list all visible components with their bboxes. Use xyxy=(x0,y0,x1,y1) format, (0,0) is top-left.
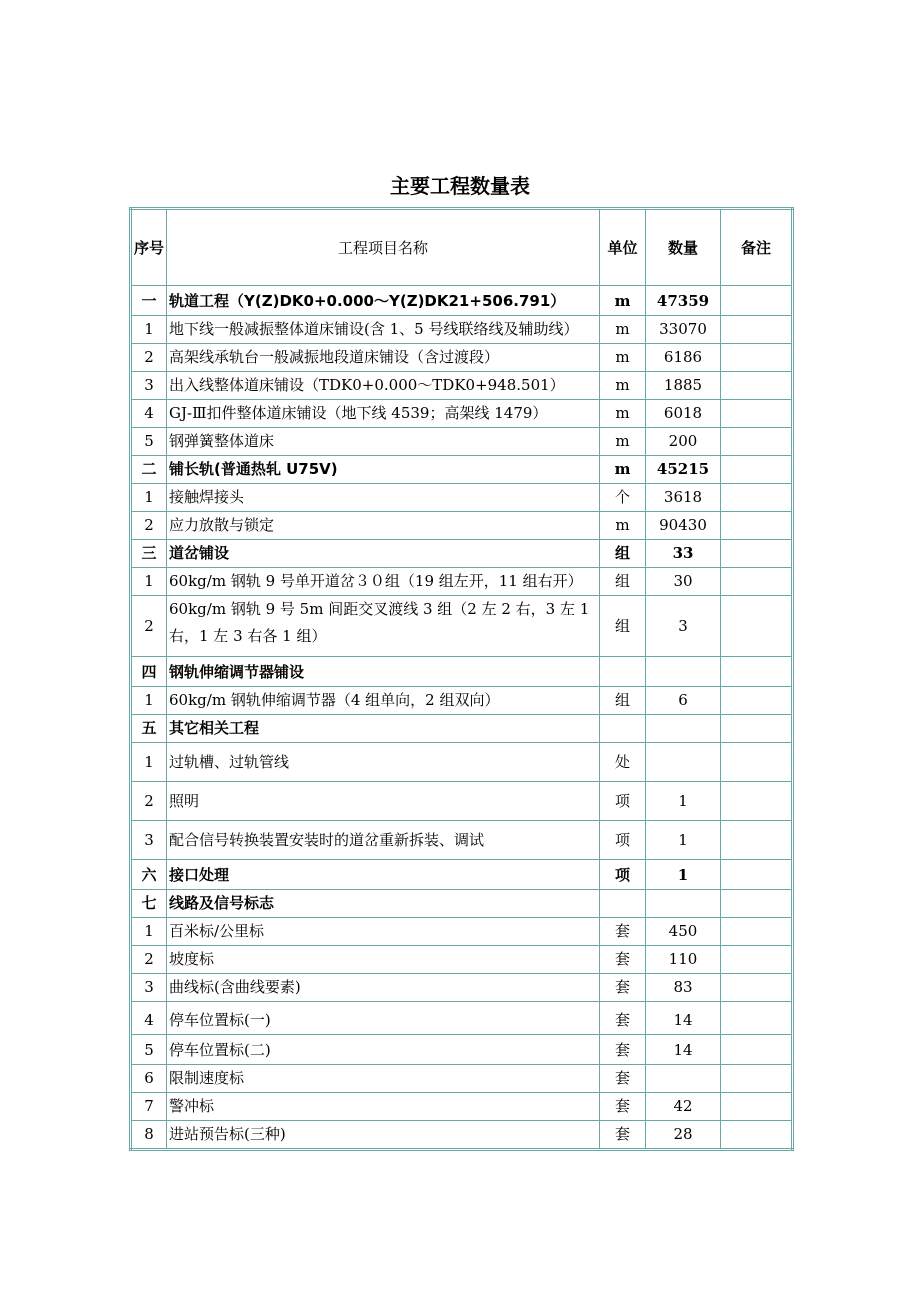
quantity-table-container xyxy=(129,207,791,1151)
row-note xyxy=(721,512,793,540)
row-seq: 五 xyxy=(131,715,167,743)
group-row xyxy=(131,540,793,568)
row-note xyxy=(721,657,793,687)
row-name: 其它相关工程 xyxy=(167,715,600,743)
row-name: 轨道工程（Y(Z)DK0+0.000～Y(Z)DK21+506.791） xyxy=(167,286,600,316)
row-unit: 套 xyxy=(600,918,646,946)
row-unit: 组 xyxy=(600,540,646,568)
row-name: 进站预告标(三种) xyxy=(167,1121,600,1150)
row-qty xyxy=(646,890,721,918)
row-name: 停车位置标(一) xyxy=(167,1002,600,1035)
row-note xyxy=(721,890,793,918)
header-unit: 单位 xyxy=(600,209,646,286)
row-seq: 3 xyxy=(131,821,167,860)
row-unit: 组 xyxy=(600,687,646,715)
row-qty: 90430 xyxy=(646,512,721,540)
group-row xyxy=(131,715,793,743)
row-unit: 套 xyxy=(600,1065,646,1093)
table-row xyxy=(131,484,793,512)
table-row xyxy=(131,400,793,428)
row-name: 地下线一般减振整体道床铺设(含 1、5 号线联络线及辅助线） xyxy=(167,316,600,344)
header-qty: 数量 xyxy=(646,209,721,286)
row-unit: 组 xyxy=(600,596,646,657)
row-seq: 8 xyxy=(131,1121,167,1150)
table-row xyxy=(131,821,793,860)
table-body xyxy=(131,286,793,1150)
table-row xyxy=(131,974,793,1002)
row-seq: 4 xyxy=(131,1002,167,1035)
row-name: 百米标/公里标 xyxy=(167,918,600,946)
row-unit: 套 xyxy=(600,1035,646,1065)
row-note xyxy=(721,782,793,821)
row-qty xyxy=(646,1065,721,1093)
row-name: 出入线整体道床铺设（TDK0+0.000～TDK0+948.501） xyxy=(167,372,600,400)
row-unit: 套 xyxy=(600,1121,646,1150)
row-seq: 1 xyxy=(131,484,167,512)
row-name: 线路及信号标志 xyxy=(167,890,600,918)
row-note xyxy=(721,372,793,400)
table-row xyxy=(131,743,793,782)
row-note xyxy=(721,743,793,782)
row-name: 停车位置标(二) xyxy=(167,1035,600,1065)
row-seq: 4 xyxy=(131,400,167,428)
row-qty: 1 xyxy=(646,860,721,890)
table-row xyxy=(131,1065,793,1093)
row-seq: 7 xyxy=(131,1093,167,1121)
table-row xyxy=(131,782,793,821)
row-seq: 2 xyxy=(131,512,167,540)
row-unit: 组 xyxy=(600,568,646,596)
row-name: 60kg/m 钢轨 9 号 5m 间距交叉渡线 3 组（2 左 2 右，3 左 1 右，1 左 3 右各 1 组） xyxy=(167,596,600,657)
table-row xyxy=(131,918,793,946)
row-note xyxy=(721,821,793,860)
row-qty: 1 xyxy=(646,782,721,821)
row-unit: 项 xyxy=(600,860,646,890)
row-seq: 一 xyxy=(131,286,167,316)
row-note xyxy=(721,540,793,568)
row-name: 坡度标 xyxy=(167,946,600,974)
table-row xyxy=(131,344,793,372)
quantity-table xyxy=(129,207,794,1151)
row-seq: 2 xyxy=(131,946,167,974)
document-title: 主要工程数量表 xyxy=(390,174,530,198)
row-seq: 四 xyxy=(131,657,167,687)
row-note xyxy=(721,687,793,715)
row-seq: 2 xyxy=(131,344,167,372)
row-note xyxy=(721,286,793,316)
row-qty: 6 xyxy=(646,687,721,715)
row-unit: 套 xyxy=(600,1002,646,1035)
row-unit: m xyxy=(600,512,646,540)
row-seq: 3 xyxy=(131,372,167,400)
row-name: 60kg/m 钢轨 9 号单开道岔３０组（19 组左开，11 组右开） xyxy=(167,568,600,596)
row-name: 照明 xyxy=(167,782,600,821)
row-unit: 套 xyxy=(600,974,646,1002)
table-row xyxy=(131,428,793,456)
row-seq: 5 xyxy=(131,1035,167,1065)
table-row xyxy=(131,687,793,715)
table-row xyxy=(131,1093,793,1121)
row-unit xyxy=(600,890,646,918)
row-name: 配合信号转换装置安装时的道岔重新拆装、调试 xyxy=(167,821,600,860)
header-seq: 序号 xyxy=(131,209,167,286)
row-unit: 项 xyxy=(600,782,646,821)
row-note xyxy=(721,918,793,946)
row-name: 曲线标(含曲线要素) xyxy=(167,974,600,1002)
row-name: 钢弹簧整体道床 xyxy=(167,428,600,456)
row-qty: 83 xyxy=(646,974,721,1002)
row-note xyxy=(721,456,793,484)
row-note xyxy=(721,860,793,890)
row-seq: 二 xyxy=(131,456,167,484)
row-unit: m xyxy=(600,372,646,400)
row-qty: 14 xyxy=(646,1035,721,1065)
row-qty: 450 xyxy=(646,918,721,946)
row-unit: 个 xyxy=(600,484,646,512)
row-qty xyxy=(646,743,721,782)
row-unit: m xyxy=(600,316,646,344)
row-seq: 1 xyxy=(131,568,167,596)
row-unit: m xyxy=(600,344,646,372)
row-name: GJ-Ⅲ扣件整体道床铺设（地下线 4539；高架线 1479） xyxy=(167,400,600,428)
table-row xyxy=(131,1035,793,1065)
row-note xyxy=(721,1065,793,1093)
table-row xyxy=(131,946,793,974)
row-unit: 套 xyxy=(600,1093,646,1121)
row-note xyxy=(721,1002,793,1035)
row-seq: 1 xyxy=(131,316,167,344)
row-name: 铺长轨(普通热轧 U75V) xyxy=(167,456,600,484)
row-note xyxy=(721,568,793,596)
row-name: 道岔铺设 xyxy=(167,540,600,568)
header-name: 工程项目名称 xyxy=(167,209,600,286)
row-seq: 1 xyxy=(131,687,167,715)
header-row xyxy=(131,209,793,286)
group-row xyxy=(131,286,793,316)
row-qty: 6018 xyxy=(646,400,721,428)
table-row xyxy=(131,1121,793,1150)
row-qty: 33070 xyxy=(646,316,721,344)
row-name: 60kg/m 钢轨伸缩调节器（4 组单向，2 组双向） xyxy=(167,687,600,715)
row-unit xyxy=(600,715,646,743)
row-seq: 七 xyxy=(131,890,167,918)
row-note xyxy=(721,974,793,1002)
row-name: 限制速度标 xyxy=(167,1065,600,1093)
row-note xyxy=(721,400,793,428)
row-note xyxy=(721,596,793,657)
table-row xyxy=(131,568,793,596)
row-unit xyxy=(600,657,646,687)
row-note xyxy=(721,316,793,344)
row-qty: 1 xyxy=(646,821,721,860)
row-name: 接口处理 xyxy=(167,860,600,890)
row-unit: m xyxy=(600,456,646,484)
table-row xyxy=(131,512,793,540)
row-qty: 42 xyxy=(646,1093,721,1121)
row-qty: 200 xyxy=(646,428,721,456)
row-note xyxy=(721,428,793,456)
row-seq: 5 xyxy=(131,428,167,456)
row-name: 警冲标 xyxy=(167,1093,600,1121)
row-seq: 3 xyxy=(131,974,167,1002)
row-qty xyxy=(646,715,721,743)
row-qty: 33 xyxy=(646,540,721,568)
row-unit: 套 xyxy=(600,946,646,974)
row-note xyxy=(721,484,793,512)
group-row xyxy=(131,890,793,918)
row-qty: 6186 xyxy=(646,344,721,372)
row-qty: 3 xyxy=(646,596,721,657)
row-unit: 项 xyxy=(600,821,646,860)
header-note: 备注 xyxy=(721,209,793,286)
row-note xyxy=(721,946,793,974)
row-note xyxy=(721,1035,793,1065)
table-row xyxy=(131,316,793,344)
row-unit: 处 xyxy=(600,743,646,782)
row-qty: 47359 xyxy=(646,286,721,316)
row-name: 过轨槽、过轨管线 xyxy=(167,743,600,782)
row-seq: 1 xyxy=(131,918,167,946)
table-row xyxy=(131,1002,793,1035)
row-qty: 1885 xyxy=(646,372,721,400)
group-row xyxy=(131,456,793,484)
row-note xyxy=(721,344,793,372)
row-seq: 三 xyxy=(131,540,167,568)
row-seq: 2 xyxy=(131,596,167,657)
row-note xyxy=(721,1121,793,1150)
group-row xyxy=(131,657,793,687)
row-seq: 6 xyxy=(131,1065,167,1093)
row-qty xyxy=(646,657,721,687)
row-seq: 2 xyxy=(131,782,167,821)
row-name: 钢轨伸缩调节器铺设 xyxy=(167,657,600,687)
group-row xyxy=(131,860,793,890)
row-unit: m xyxy=(600,428,646,456)
row-qty: 110 xyxy=(646,946,721,974)
row-seq: 1 xyxy=(131,743,167,782)
row-qty: 30 xyxy=(646,568,721,596)
row-note xyxy=(721,715,793,743)
row-name: 高架线承轨台一般减振地段道床铺设（含过渡段） xyxy=(167,344,600,372)
row-qty: 14 xyxy=(646,1002,721,1035)
row-unit: m xyxy=(600,400,646,428)
row-name: 接触焊接头 xyxy=(167,484,600,512)
row-note xyxy=(721,1093,793,1121)
row-qty: 28 xyxy=(646,1121,721,1150)
row-qty: 45215 xyxy=(646,456,721,484)
row-unit: m xyxy=(600,286,646,316)
row-seq: 六 xyxy=(131,860,167,890)
row-qty: 3618 xyxy=(646,484,721,512)
table-row xyxy=(131,372,793,400)
row-name: 应力放散与锁定 xyxy=(167,512,600,540)
table-row xyxy=(131,596,793,657)
